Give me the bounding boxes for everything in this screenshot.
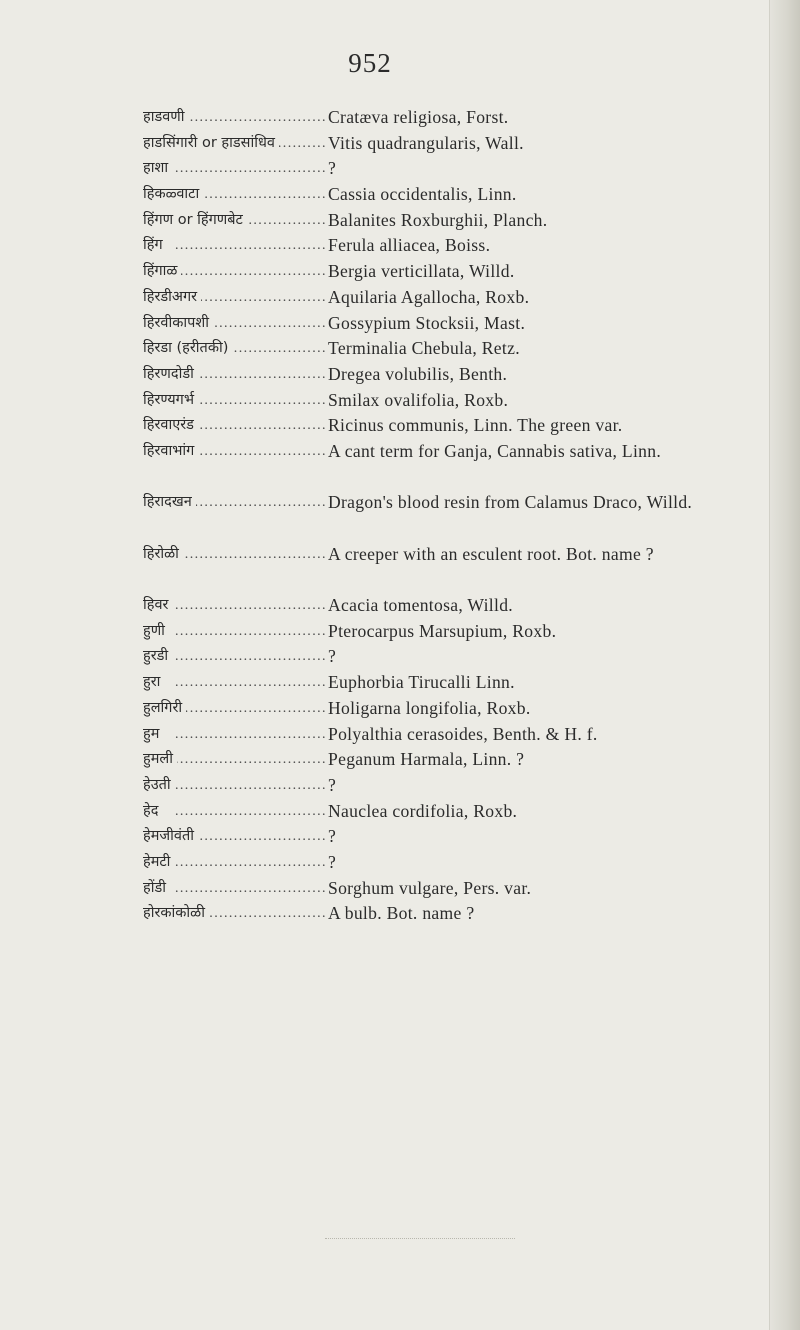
closing-rule bbox=[325, 1238, 515, 1239]
glossary-entry bbox=[0, 876, 770, 902]
botanical-name: A creeper with an esculent root. Bot. name ? bbox=[328, 543, 654, 564]
marathi-term: होरकांकोळी ..... bbox=[0, 901, 326, 927]
botanical-name: Ricinus communis, Linn. The green var. bbox=[328, 415, 623, 436]
glossary-entry bbox=[0, 696, 770, 722]
botanical-name: ? bbox=[328, 646, 337, 667]
botanical-name: Sorghum vulgare, Pers. var. bbox=[328, 877, 532, 898]
glossary-entry bbox=[0, 670, 770, 696]
marathi-term: हाडवणी ..... bbox=[0, 105, 326, 131]
glossary-entry bbox=[0, 824, 770, 850]
marathi-term: हिरवाएरंड ..... bbox=[0, 413, 326, 439]
glossary-entry bbox=[0, 362, 770, 388]
glossary-entry bbox=[0, 388, 770, 414]
glossary-entry bbox=[0, 105, 770, 131]
marathi-term: हिरडीअगर ..... bbox=[0, 285, 326, 311]
marathi-term: हिरोळी ..... bbox=[0, 542, 326, 568]
glossary-entry bbox=[0, 131, 770, 157]
marathi-term: हिरडा (हरीतकी) ..... bbox=[0, 336, 326, 362]
marathi-term: हिरवीकापशी ..... bbox=[0, 311, 326, 337]
botanical-name: Acacia tomentosa, Willd. bbox=[328, 595, 513, 616]
marathi-term: हुमली ..... bbox=[0, 747, 326, 773]
glossary-entry bbox=[0, 619, 770, 645]
botanical-name: Cassia occidentalis, Linn. bbox=[328, 184, 517, 205]
glossary-list bbox=[0, 105, 770, 927]
marathi-term: होंडी ..... bbox=[0, 876, 326, 902]
marathi-term: हिंगण or हिंगणबेट ..... bbox=[0, 208, 326, 234]
botanical-name: Aquilaria Agallocha, Roxb. bbox=[328, 286, 530, 307]
glossary-entry bbox=[0, 413, 770, 439]
marathi-term: हिरादखन ..... bbox=[0, 490, 326, 516]
glossary-entry bbox=[0, 439, 770, 490]
marathi-term: हिकळ्वाटा ..... bbox=[0, 182, 326, 208]
botanical-name: Gossypium Stocksii, Mast. bbox=[328, 312, 526, 333]
marathi-term: हिरण्यगर्भ ..... bbox=[0, 388, 326, 414]
marathi-term: हिरवाभांग ..... bbox=[0, 439, 326, 465]
botanical-name: ? bbox=[328, 851, 337, 872]
glossary-entry bbox=[0, 182, 770, 208]
glossary-entry bbox=[0, 901, 770, 927]
marathi-term: हेमटी ..... bbox=[0, 850, 326, 876]
botanical-name: A bulb. Bot. name ? bbox=[328, 903, 475, 924]
marathi-term: हुणी ..... bbox=[0, 619, 326, 645]
glossary-entry bbox=[0, 208, 770, 234]
glossary-entry bbox=[0, 490, 770, 541]
botanical-name: Pterocarpus Marsupium, Roxb. bbox=[328, 620, 557, 641]
glossary-entry bbox=[0, 156, 770, 182]
page-edge bbox=[769, 0, 800, 1330]
botanical-name: Terminalia Chebula, Retz. bbox=[328, 338, 520, 359]
botanical-name: Dregea volubilis, Benth. bbox=[328, 363, 508, 384]
botanical-name: Peganum Harmala, Linn. ? bbox=[328, 749, 525, 770]
botanical-name: Euphorbia Tirucalli Linn. bbox=[328, 672, 515, 693]
page-number: 952 bbox=[348, 48, 392, 78]
marathi-term: हुलगिरी ..... bbox=[0, 696, 326, 722]
botanical-name: Smilax ovalifolia, Roxb. bbox=[328, 389, 509, 410]
glossary-entry bbox=[0, 285, 770, 311]
glossary-entry bbox=[0, 542, 770, 593]
marathi-term: हिवर ..... bbox=[0, 593, 326, 619]
marathi-term: हुरडी ..... bbox=[0, 644, 326, 670]
glossary-entry bbox=[0, 311, 770, 337]
marathi-term: हुरा ..... bbox=[0, 670, 326, 696]
botanical-name: ? bbox=[328, 774, 337, 795]
glossary-entry bbox=[0, 259, 770, 285]
glossary-entry bbox=[0, 644, 770, 670]
marathi-term: हेउती ..... bbox=[0, 773, 326, 799]
marathi-term: हिरणदोडी ..... bbox=[0, 362, 326, 388]
marathi-term: हिंगाळ ..... bbox=[0, 259, 326, 285]
botanical-name: Ferula alliacea, Boiss. bbox=[328, 235, 491, 256]
marathi-term: हेद ..... bbox=[0, 799, 326, 825]
botanical-name: ? bbox=[328, 158, 337, 179]
marathi-term: हाडसिंगारी or हाडसांधिव ..... bbox=[0, 131, 326, 157]
marathi-term: हिंग ..... bbox=[0, 233, 326, 259]
glossary-entry bbox=[0, 799, 770, 825]
botanical-name: Balanites Roxburghii, Planch. bbox=[328, 209, 548, 230]
botanical-name: Polyalthia cerasoides, Benth. & H. f. bbox=[328, 723, 598, 744]
botanical-name: Vitis quadrangularis, Wall. bbox=[328, 132, 524, 153]
botanical-name: Cratæva religiosa, Forst. bbox=[328, 107, 509, 127]
glossary-entry bbox=[0, 336, 770, 362]
marathi-term: हेमजीवंती ..... bbox=[0, 824, 326, 850]
botanical-name: Holigarna longifolia, Roxb. bbox=[328, 697, 531, 718]
botanical-name: Dragon's blood resin from Calamus Draco, Willd. bbox=[328, 492, 693, 513]
glossary-entry bbox=[0, 233, 770, 259]
botanical-name: Bergia verticillata, Willd. bbox=[328, 261, 515, 282]
glossary-entry bbox=[0, 722, 770, 748]
botanical-name: ? bbox=[328, 826, 337, 847]
botanical-name: Nauclea cordifolia, Roxb. bbox=[328, 800, 518, 821]
glossary-entry bbox=[0, 850, 770, 876]
glossary-entry bbox=[0, 773, 770, 799]
glossary-entry bbox=[0, 593, 770, 619]
marathi-term: हुम ..... bbox=[0, 722, 326, 748]
botanical-name: A cant term for Ganja, Cannabis sativa, Linn. bbox=[328, 440, 662, 461]
glossary-entry bbox=[0, 747, 770, 773]
marathi-term: हाशा ..... bbox=[0, 156, 326, 182]
